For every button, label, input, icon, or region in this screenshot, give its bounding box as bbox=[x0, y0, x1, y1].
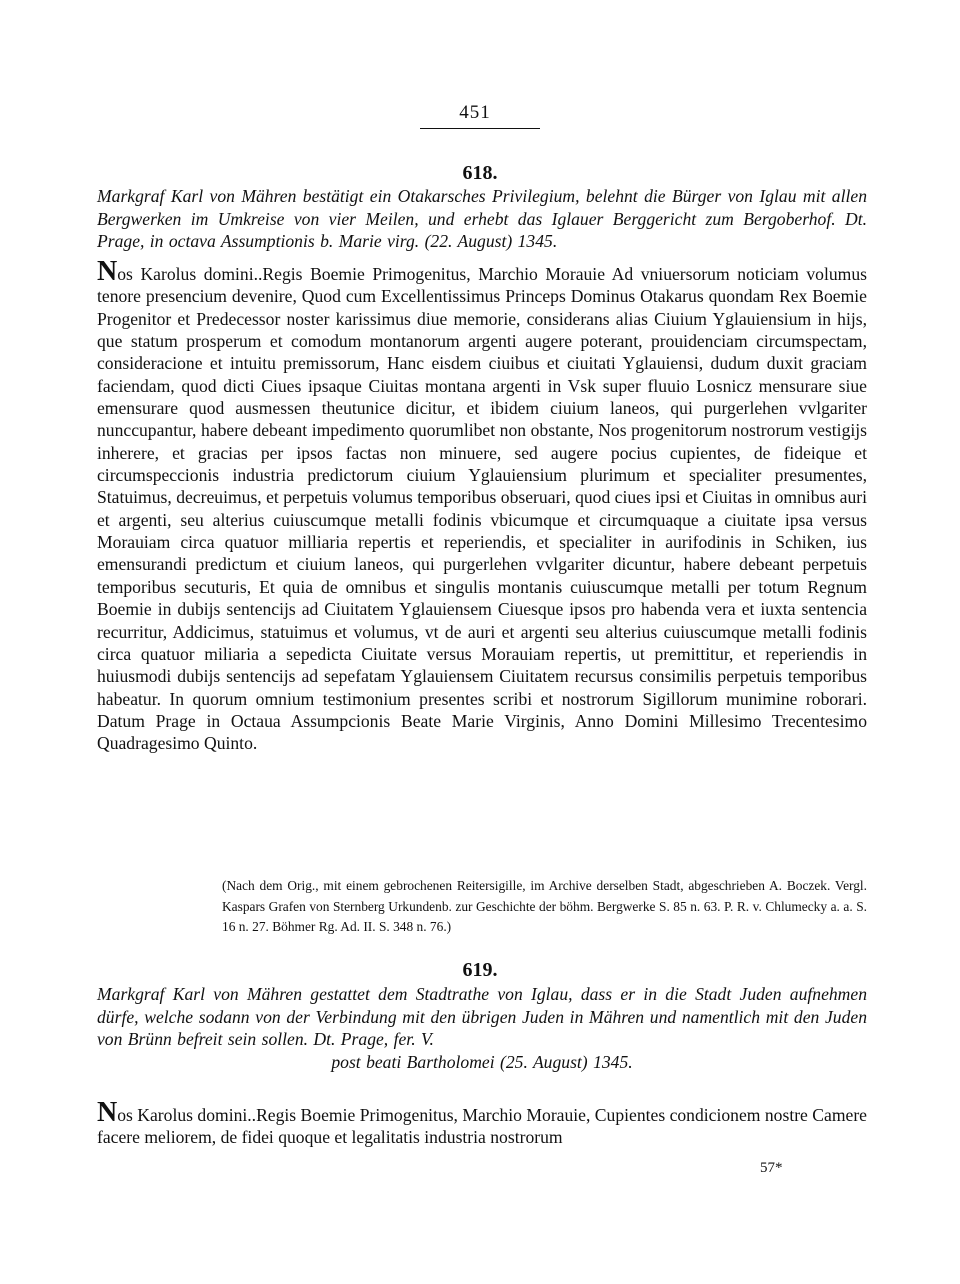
drop-initial: N bbox=[97, 1097, 118, 1128]
document-619-heading-main: Markgraf Karl von Mähren gestattet dem Stadtrathe von Iglau, dass er in die Stadt Juden aufnehmen dürfe, welche sodann von der Verbindung mit den übrigen Juden in Mähren und namentlich mit den Juden von Brünn befreit sein sollen. Dt. Prage, fer. V. bbox=[97, 984, 867, 1049]
page-number: 451 bbox=[459, 102, 491, 123]
document-number-618: 618. bbox=[462, 162, 498, 184]
document-618-text bbox=[97, 256, 867, 755]
document-619-body: os Karolus domini..Regis Boemie Primogenitus, Marchio Morauie, Cupientes condicionem nostre Camere facere meliorem, de fidei quoque et legalitatis industria nostrorum bbox=[97, 1105, 867, 1148]
header-rule bbox=[420, 128, 540, 129]
document-619-text bbox=[97, 1097, 867, 1149]
document-618-heading: Markgraf Karl von Mähren bestätigt ein Otakarsches Privilegium, belehnt die Bürger von Iglau mit allen Bergwerken im Umkreise von vier Meilen, und erhebt das Iglauer Berggericht zum Bergoberhof. Dt. Prage, in octava Assumptionis b. Marie virg. (22. August) 1345. bbox=[97, 186, 867, 251]
document-619-heading bbox=[97, 983, 867, 1073]
signature-mark: 57* bbox=[760, 1160, 783, 1176]
document-618-body: os Karolus domini..Regis Boemie Primogenitus, Marchio Morauie Ad vniuersorum noticiam volumus tenore presencium devenire, Quod cum Excellentissimus Princeps Dominus Otakarus quondam Rex Boemie Progenitor et Predecessor noster karissimus diue memorie, considerans alias Ciuium Yglauiensium in hijs, que statum prosperum et comodum montanorum argenti augere poterant, prouidenciam circumspectam, consideracione et intuitu premissorum, Hanc eisdem ciuibus et ciuitati Yglauiensi, dudum duxit graciam faciendam, quod dicti Ciues ipsaque Ciuitas montana argenti in Vsk super fluuio Losnicz mensurare siue emensurare quod ausmessen theutunice dicitur, et ibidem ciuium laneos, qui purgerlehen vvlgariter nunccupantur, habere debeant impedimento quorumlibet non obstante, Nos progenitorum nostrorum vestigijs inherere, et gracias per ipsos factas non minuere, sed augere pocius cupientes, de fideique et circumspeccionis industria predictorum ciuium Yglauiensium plurimum et specialiter presumentes, Statuimus, decreuimus, et perpetuis volumus temporibus obseruari, quod ciues ipsi et Ciuitas in omnibus auri et argenti, seu alterius cuiuscumque metalli fodinis vbicumque et circumquaque a ciuitate ipsa versus Morauiam circa quatuor milliaria repertis et reperiendis, et specialiter in aurifodinis in Schiken, ius emensurandi predictum et ciuium laneos, qui purgerlehen vvlgariter dicuntur, habere debeant perpetuis temporibus secuturis, Et quia de omnibus et singulis montanis cuiuscumque metalli per totum Regnum Boemie in dubijs sentencijs ad Ciuitatem Yglauiensem Ciuesque ipsos pro habenda vera et iuxta sentencia recurritur, Addicimus, statuimus et volumus, vt de auri et argenti seu alterius cuiuscumque metalli fodinis circa quatuor miliaria a sepedicta Ciuitate versus Morauiam repertis, ut premittitur, et reperiendis in huiusmodi dubijs sentencijs ad sepefatam Yglauiensem Ciuitatem recursus consimilis perpetuis temporibus habeatur. In quorum omnium testimonium presentes scribi et nostrorum Sigillorum munimine roborari. Datum Prage in Octaua Assumpcionis Beate Marie Virginis, Anno Domini Millesimo Trecentesimo Quadragesimo Quinto. bbox=[97, 264, 867, 754]
drop-initial: N bbox=[97, 256, 118, 287]
document-619-heading-last: post beati Bartholomei (25. August) 1345. bbox=[331, 1051, 633, 1072]
document-618-source-note: (Nach dem Orig., mit einem gebrochenen Reitersigille, im Archive derselben Stadt, abgeschrieben A. Boczek. Vergl. Kaspars Grafen von Sternberg Urkundenb. zur Geschichte der böhm. Bergwerke S. 85 n. 63. P. R. v. Chlumecky a. a. S. 16 n. 27. Böhmer Rg. Ad. II. S. 348 n. 76.) bbox=[222, 878, 867, 934]
document-number-619: 619. bbox=[462, 959, 498, 981]
